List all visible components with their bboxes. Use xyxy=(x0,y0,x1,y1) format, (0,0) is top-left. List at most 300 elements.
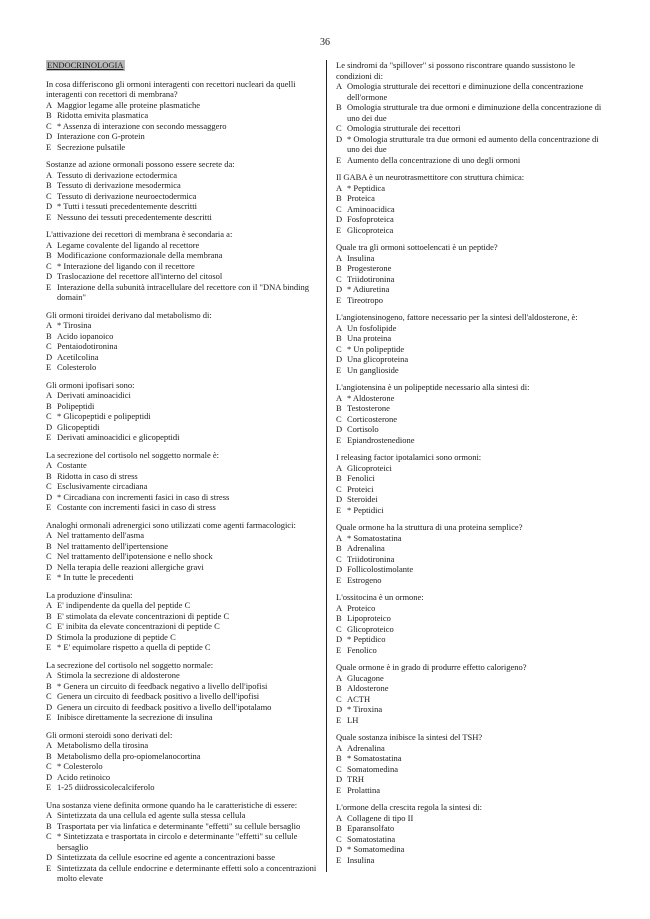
answer-option xyxy=(46,863,322,884)
option-letter: B xyxy=(46,110,52,120)
question-stem: La secrezione del cortisolo nel soggetto normale è: xyxy=(46,449,220,460)
answer-option xyxy=(46,670,322,681)
answer-option xyxy=(336,134,612,155)
question xyxy=(336,522,612,585)
option-text: TRH xyxy=(347,774,364,784)
question-stem: L'ormone della crescita regola la sintesi di: xyxy=(336,802,482,812)
option-text: * Sintetizzata e trasportata in circolo e determinante "effetti" su cellule bersaglio xyxy=(57,831,298,852)
answer-option xyxy=(46,110,322,121)
answer-option xyxy=(46,772,322,783)
option-text: Sintetizzata da una cellula ed agente sulla stessa cellula xyxy=(57,810,246,820)
answer-option xyxy=(46,621,322,632)
answer-option xyxy=(336,155,612,166)
answer-option xyxy=(336,564,612,575)
option-letter: C xyxy=(46,341,52,351)
answer-option xyxy=(46,541,322,552)
option-text: Sintetizzata da cellule esocrine ed agente a concentrazioni basse xyxy=(57,852,276,862)
option-text: Legame covalente del ligando al recettore xyxy=(57,239,200,250)
option-letter: D xyxy=(336,354,343,364)
option-letter: D xyxy=(336,564,343,574)
option-text: Modificazione conformazionale della membrana xyxy=(57,250,223,260)
question-stem: Analoghi ormonali adrenergici sono utilizzati come agenti farmacologici: xyxy=(46,519,296,530)
answer-option xyxy=(336,102,612,123)
option-letter: E xyxy=(336,364,342,375)
option-text: Stimola la secrezione di aldosterone xyxy=(57,670,180,680)
answer-option xyxy=(336,333,612,344)
option-letter: B xyxy=(336,473,342,483)
option-letter: A xyxy=(46,600,53,610)
answer-option xyxy=(336,403,612,414)
option-letter: D xyxy=(46,852,53,862)
option-text: Omologia strutturale tra due ormoni e diminuzione della concentrazione di uno dei due xyxy=(347,102,602,123)
option-text: Aldosterone xyxy=(347,683,389,693)
option-text: E' indipendente da quella del peptide C xyxy=(57,600,191,610)
answer-option xyxy=(336,855,612,866)
option-letter: E xyxy=(46,782,52,792)
option-text: * Omologia strutturale tra due ormoni ed aumento della concentrazione di uno dei due xyxy=(347,133,599,154)
answer-option xyxy=(46,600,322,611)
question xyxy=(46,310,322,373)
option-text: Omologia strutturale dei recettori xyxy=(347,123,461,133)
answer-option xyxy=(336,694,612,705)
option-letter: B xyxy=(336,683,342,693)
answer-option xyxy=(46,751,322,762)
answer-option xyxy=(46,702,322,713)
option-letter: C xyxy=(46,621,52,631)
option-text: * Circadiana con incrementi fasici in caso di stress xyxy=(57,491,230,502)
option-text: Cortisolo xyxy=(347,424,379,434)
option-text: Testosterone xyxy=(347,403,390,413)
option-text: Tessuto di derivazione ectodermica xyxy=(57,169,178,180)
answer-option xyxy=(336,484,612,495)
option-letter: A xyxy=(46,169,53,180)
option-letter: A xyxy=(46,740,53,750)
option-letter: B xyxy=(46,400,52,411)
question-stem: Gli ormoni ipofisari sono: xyxy=(46,379,135,390)
answer-option xyxy=(336,813,612,824)
option-letter: A xyxy=(46,460,53,470)
answer-option xyxy=(336,274,612,285)
option-text: Adrenalina xyxy=(347,742,385,753)
option-text: Proteici xyxy=(347,483,374,494)
option-letter: D xyxy=(336,774,343,784)
option-text: Fenolici xyxy=(347,473,375,483)
option-text: Tireotropo xyxy=(347,294,384,305)
answer-option xyxy=(46,170,322,181)
answer-option xyxy=(336,673,612,684)
option-letter: E xyxy=(336,644,342,655)
option-text: E' stimolata da elevate concentrazioni di peptide C xyxy=(57,610,230,621)
question xyxy=(46,79,322,153)
answer-option xyxy=(336,704,612,715)
question xyxy=(46,730,322,793)
option-text: Tessuto di derivazione neuroectodermica xyxy=(57,190,197,201)
option-text: Fenolico xyxy=(347,644,377,655)
option-text: * Somatomedina xyxy=(347,844,405,854)
answer-option xyxy=(46,250,322,261)
option-letter: D xyxy=(336,214,343,224)
answer-option xyxy=(336,715,612,726)
option-text: Aminoacidica xyxy=(347,203,395,214)
answer-option xyxy=(46,131,322,142)
option-text: Colesterolo xyxy=(57,362,97,372)
answer-option xyxy=(46,401,322,412)
option-text: ACTH xyxy=(347,693,371,704)
option-text: Ridotta emivita plasmatica xyxy=(57,110,149,120)
option-letter: D xyxy=(336,704,343,714)
option-letter: B xyxy=(46,750,52,761)
option-text: Polipeptidi xyxy=(57,400,95,411)
option-text: Metabolismo della pro-opiomelanocortina xyxy=(57,750,201,761)
question-stem: L'angiotensinogeno, fattore necessario per la sintesi dell'aldosterone, è: xyxy=(336,312,578,322)
option-letter: A xyxy=(336,602,343,613)
answer-option xyxy=(46,712,322,723)
page-number: 36 xyxy=(320,37,330,48)
answer-option xyxy=(336,683,612,694)
answer-option xyxy=(336,81,612,102)
answer-option xyxy=(336,554,612,565)
option-letter: A xyxy=(336,81,343,91)
option-letter: D xyxy=(46,561,53,572)
answer-option xyxy=(46,551,322,562)
answer-option xyxy=(46,492,322,503)
option-text: * Assenza di interazione con secondo messaggero xyxy=(57,120,227,131)
answer-option xyxy=(46,502,322,513)
option-text: Glicopeptidi xyxy=(57,421,100,432)
option-letter: A xyxy=(46,530,53,540)
option-text: * Adiuretina xyxy=(347,284,390,294)
option-letter: B xyxy=(336,102,342,112)
answer-option xyxy=(46,740,322,751)
option-letter: E xyxy=(46,862,52,873)
option-text: Costante con incrementi fasici in caso di stress xyxy=(57,502,216,512)
option-letter: A xyxy=(46,320,53,330)
option-letter: B xyxy=(46,540,52,551)
answer-option xyxy=(46,320,322,331)
option-letter: A xyxy=(336,462,343,473)
answer-option xyxy=(336,743,612,754)
option-letter: C xyxy=(336,203,342,214)
option-letter: E xyxy=(336,784,342,795)
option-letter: C xyxy=(336,273,342,284)
option-text: Un ganglioside xyxy=(347,364,399,375)
column-divider xyxy=(326,60,327,872)
option-letter: D xyxy=(336,634,343,644)
option-letter: C xyxy=(46,260,52,271)
answer-option xyxy=(46,142,322,153)
answer-option xyxy=(336,225,612,236)
option-letter: E xyxy=(336,714,342,725)
answer-option xyxy=(46,240,322,251)
answer-option xyxy=(336,263,612,274)
option-text: Acido retinoico xyxy=(57,771,111,782)
option-text: Genera un circuito di feedback positivo a livello dell'ipofisi xyxy=(57,691,260,701)
answer-option xyxy=(46,572,322,583)
option-letter: A xyxy=(46,99,53,110)
answer-option xyxy=(336,823,612,834)
answer-option xyxy=(46,282,322,303)
option-letter: E xyxy=(46,211,52,222)
option-text: Insulina xyxy=(347,854,375,865)
answer-option xyxy=(336,774,612,785)
question xyxy=(336,242,612,305)
question xyxy=(46,380,322,443)
question xyxy=(46,450,322,513)
option-text: Triidotironina xyxy=(347,273,395,284)
option-text: Nel trattamento dell'ipotensione e nello shock xyxy=(57,551,213,561)
option-letter: C xyxy=(46,120,52,131)
answer-option xyxy=(336,123,612,134)
question-stem: La secrezione del cortisolo nel soggetto normale: xyxy=(46,659,214,670)
option-letter: C xyxy=(336,693,342,704)
question-stem: L'angiotensina è un polipeptide necessario alla sintesi di: xyxy=(336,382,530,392)
option-letter: A xyxy=(336,812,343,823)
question-list-right xyxy=(336,60,612,865)
answer-option xyxy=(46,261,322,272)
option-letter: D xyxy=(46,701,53,712)
option-text: Esclusivamente circadiana xyxy=(57,481,148,491)
option-letter: C xyxy=(336,553,342,564)
answer-option xyxy=(46,562,322,573)
option-letter: E xyxy=(46,502,52,512)
answer-option xyxy=(46,271,322,282)
option-letter: E xyxy=(336,154,342,165)
option-letter: D xyxy=(46,271,53,281)
option-text: Estrogeno xyxy=(347,574,382,585)
option-letter: B xyxy=(46,470,52,481)
question-stem: L'attivazione dei recettori di membrana è secondaria a: xyxy=(46,229,233,239)
option-text: Pentaiodotironina xyxy=(57,341,118,351)
option-letter: D xyxy=(46,491,53,502)
option-letter: B xyxy=(46,250,52,260)
option-letter: B xyxy=(336,613,342,623)
answer-option xyxy=(46,411,322,422)
answer-option xyxy=(336,284,612,295)
question xyxy=(336,732,612,795)
option-letter: C xyxy=(336,833,342,844)
answer-option xyxy=(336,764,612,775)
answer-option xyxy=(46,352,322,363)
option-text: Nel trattamento dell'ipertensione xyxy=(57,540,169,551)
answer-option xyxy=(336,753,612,764)
question xyxy=(336,60,612,165)
option-letter: C xyxy=(336,413,342,424)
answer-option xyxy=(336,473,612,484)
question-stem: Quale ormone ha la struttura di una proteina semplice? xyxy=(336,522,523,532)
question-stem: I releasing factor ipotalamici sono ormoni: xyxy=(336,452,482,462)
option-letter: A xyxy=(336,672,343,683)
option-letter: E xyxy=(46,642,52,652)
option-text: Glicoproteici xyxy=(347,462,392,473)
option-text: Follicolostimolante xyxy=(347,564,414,574)
option-text: Proteico xyxy=(347,602,376,613)
question-stem: Quale tra gli ormoni sottoelencati è un peptide? xyxy=(336,242,498,252)
option-letter: E xyxy=(336,434,342,445)
answer-option xyxy=(46,341,322,352)
question-stem: L'ossitocina è un ormone: xyxy=(336,592,424,602)
option-text: Collagene di tipo II xyxy=(347,812,414,823)
option-text: Costante xyxy=(57,460,87,470)
answer-option xyxy=(46,100,322,111)
option-text: Trasportata per via linfatica e determinante "effetti" su cellule bersaglio xyxy=(57,820,301,831)
option-text: Prolattina xyxy=(347,784,381,795)
option-text: * Peptidico xyxy=(347,634,386,644)
option-text: * Peptidici xyxy=(347,504,384,515)
answer-option xyxy=(46,681,322,692)
option-text: * Peptidica xyxy=(347,182,386,193)
answer-option xyxy=(46,782,322,793)
option-text: Metabolismo della tirosina xyxy=(57,740,149,750)
option-text: Nessuno dei tessuti precedentemente descritti xyxy=(57,211,212,222)
answer-option xyxy=(46,180,322,191)
answer-option xyxy=(336,204,612,215)
option-text: * Tirosina xyxy=(57,320,92,330)
answer-option xyxy=(336,253,612,264)
answer-option xyxy=(46,632,322,643)
option-text: Lipoproteico xyxy=(347,613,391,623)
option-text: Proteica xyxy=(347,193,375,203)
option-letter: B xyxy=(336,193,342,203)
option-letter: D xyxy=(336,494,343,504)
option-text: Tessuto di derivazione mesodermica xyxy=(57,180,181,190)
option-letter: D xyxy=(46,421,53,432)
option-letter: D xyxy=(46,351,53,362)
answer-option xyxy=(46,530,322,541)
answer-option xyxy=(46,121,322,132)
question xyxy=(46,159,322,222)
option-letter: B xyxy=(46,610,52,621)
option-text: Nella terapia delle reazioni allergiche gravi xyxy=(57,561,204,572)
answer-option xyxy=(336,393,612,404)
option-letter: C xyxy=(336,623,342,634)
option-letter: B xyxy=(336,263,342,273)
answer-option xyxy=(336,634,612,645)
option-letter: A xyxy=(336,252,343,263)
question-stem: In cosa differiscono gli ormoni interagenti con recettori nucleari da quelli interagenti con recettori di membrana? xyxy=(46,78,296,99)
question-list-left xyxy=(46,79,322,884)
option-letter: D xyxy=(46,771,53,782)
option-text: Secrezione pulsatile xyxy=(57,141,126,152)
answer-option xyxy=(336,365,612,376)
option-letter: A xyxy=(336,532,343,543)
option-text: Insulina xyxy=(347,252,375,263)
answer-option xyxy=(46,390,322,401)
option-text: * Somatostatina xyxy=(347,532,402,543)
answer-option xyxy=(336,193,612,204)
answer-option xyxy=(336,414,612,425)
option-text: Triidotironina xyxy=(347,553,395,564)
option-text: Progesterone xyxy=(347,263,392,273)
question xyxy=(336,382,612,445)
option-letter: A xyxy=(336,392,343,403)
option-text: Glicoproteica xyxy=(347,224,394,235)
option-text: Una glicoproteina xyxy=(347,354,409,364)
question xyxy=(336,592,612,655)
option-letter: A xyxy=(46,810,53,820)
option-letter: C xyxy=(46,551,52,561)
option-letter: B xyxy=(336,823,342,833)
question-stem: La produzione d'insulina: xyxy=(46,589,133,600)
question xyxy=(46,660,322,723)
option-text: Genera un circuito di feedback positivo a livello dell'ipotalamo xyxy=(57,701,272,712)
option-letter: E xyxy=(336,504,342,515)
answer-option xyxy=(46,460,322,471)
right-column xyxy=(336,60,612,872)
question xyxy=(46,590,322,653)
option-letter: C xyxy=(336,343,342,354)
option-text: Acetilcolina xyxy=(57,351,99,362)
option-text: Somatostatina xyxy=(347,833,396,844)
option-letter: B xyxy=(336,753,342,763)
answer-option xyxy=(336,575,612,586)
option-letter: B xyxy=(46,330,52,341)
answer-option xyxy=(336,435,612,446)
option-letter: B xyxy=(336,543,342,553)
option-letter: C xyxy=(336,483,342,494)
question-stem: Una sostanza viene definita ormone quando ha le caratteristiche di essere: xyxy=(46,799,298,810)
option-letter: C xyxy=(46,481,52,491)
option-letter: E xyxy=(46,572,52,582)
option-text: Omologia strutturale dei recettori e diminuzione della concentrazione dell'ormone xyxy=(347,81,584,102)
option-text: * Somatostatina xyxy=(347,753,402,763)
option-letter: D xyxy=(336,424,343,434)
answer-option xyxy=(336,344,612,355)
option-text: Interazione con G-protein xyxy=(57,131,145,141)
option-text: * Un polipeptide xyxy=(347,343,405,354)
option-letter: D xyxy=(336,133,343,144)
option-text: Glicoproteico xyxy=(347,623,394,634)
answer-option xyxy=(46,212,322,223)
question xyxy=(336,802,612,865)
answer-option xyxy=(336,295,612,306)
option-text: Fosfoproteica xyxy=(347,214,394,224)
answer-option xyxy=(336,533,612,544)
left-column xyxy=(46,60,322,891)
option-text: * Glicopeptidi e polipeptidi xyxy=(57,411,151,421)
option-letter: A xyxy=(46,390,53,400)
option-text: Eparansolfato xyxy=(347,823,395,833)
option-letter: A xyxy=(46,670,53,680)
option-letter: A xyxy=(46,239,53,250)
option-letter: A xyxy=(336,322,343,333)
option-text: Steroidei xyxy=(347,494,378,504)
option-text: Nel trattamento dell'asma xyxy=(57,530,144,540)
option-letter: C xyxy=(46,761,52,771)
option-letter: B xyxy=(336,403,342,413)
answer-option xyxy=(46,471,322,482)
answer-option xyxy=(46,691,322,702)
option-text: Derivati aminoacidici xyxy=(57,390,131,400)
option-text: E' inibita da elevate concentrazioni di peptide C xyxy=(57,621,220,631)
option-letter: D xyxy=(46,631,53,642)
option-letter: C xyxy=(336,763,342,774)
question xyxy=(336,172,612,235)
answer-option xyxy=(46,331,322,342)
answer-option xyxy=(336,354,612,365)
option-text: Sintetizzata da cellule endocrine e determinante effetti solo a concentrazioni molto elevate xyxy=(57,862,317,883)
answer-option xyxy=(46,191,322,202)
option-letter: E xyxy=(46,712,52,722)
option-text: * Tutti i tessuti precedentemente descritti xyxy=(57,201,197,211)
question-stem: Quale ormone è in grado di produrre effetto calorigeno? xyxy=(336,662,527,672)
answer-option xyxy=(46,821,322,832)
option-text: Inibisce direttamente la secrezione di insulina xyxy=(57,712,213,722)
question xyxy=(46,800,322,884)
question xyxy=(46,229,322,303)
option-letter: E xyxy=(46,281,52,292)
option-text: Corticosterone xyxy=(347,413,398,424)
option-text: Glucagone xyxy=(347,672,384,683)
